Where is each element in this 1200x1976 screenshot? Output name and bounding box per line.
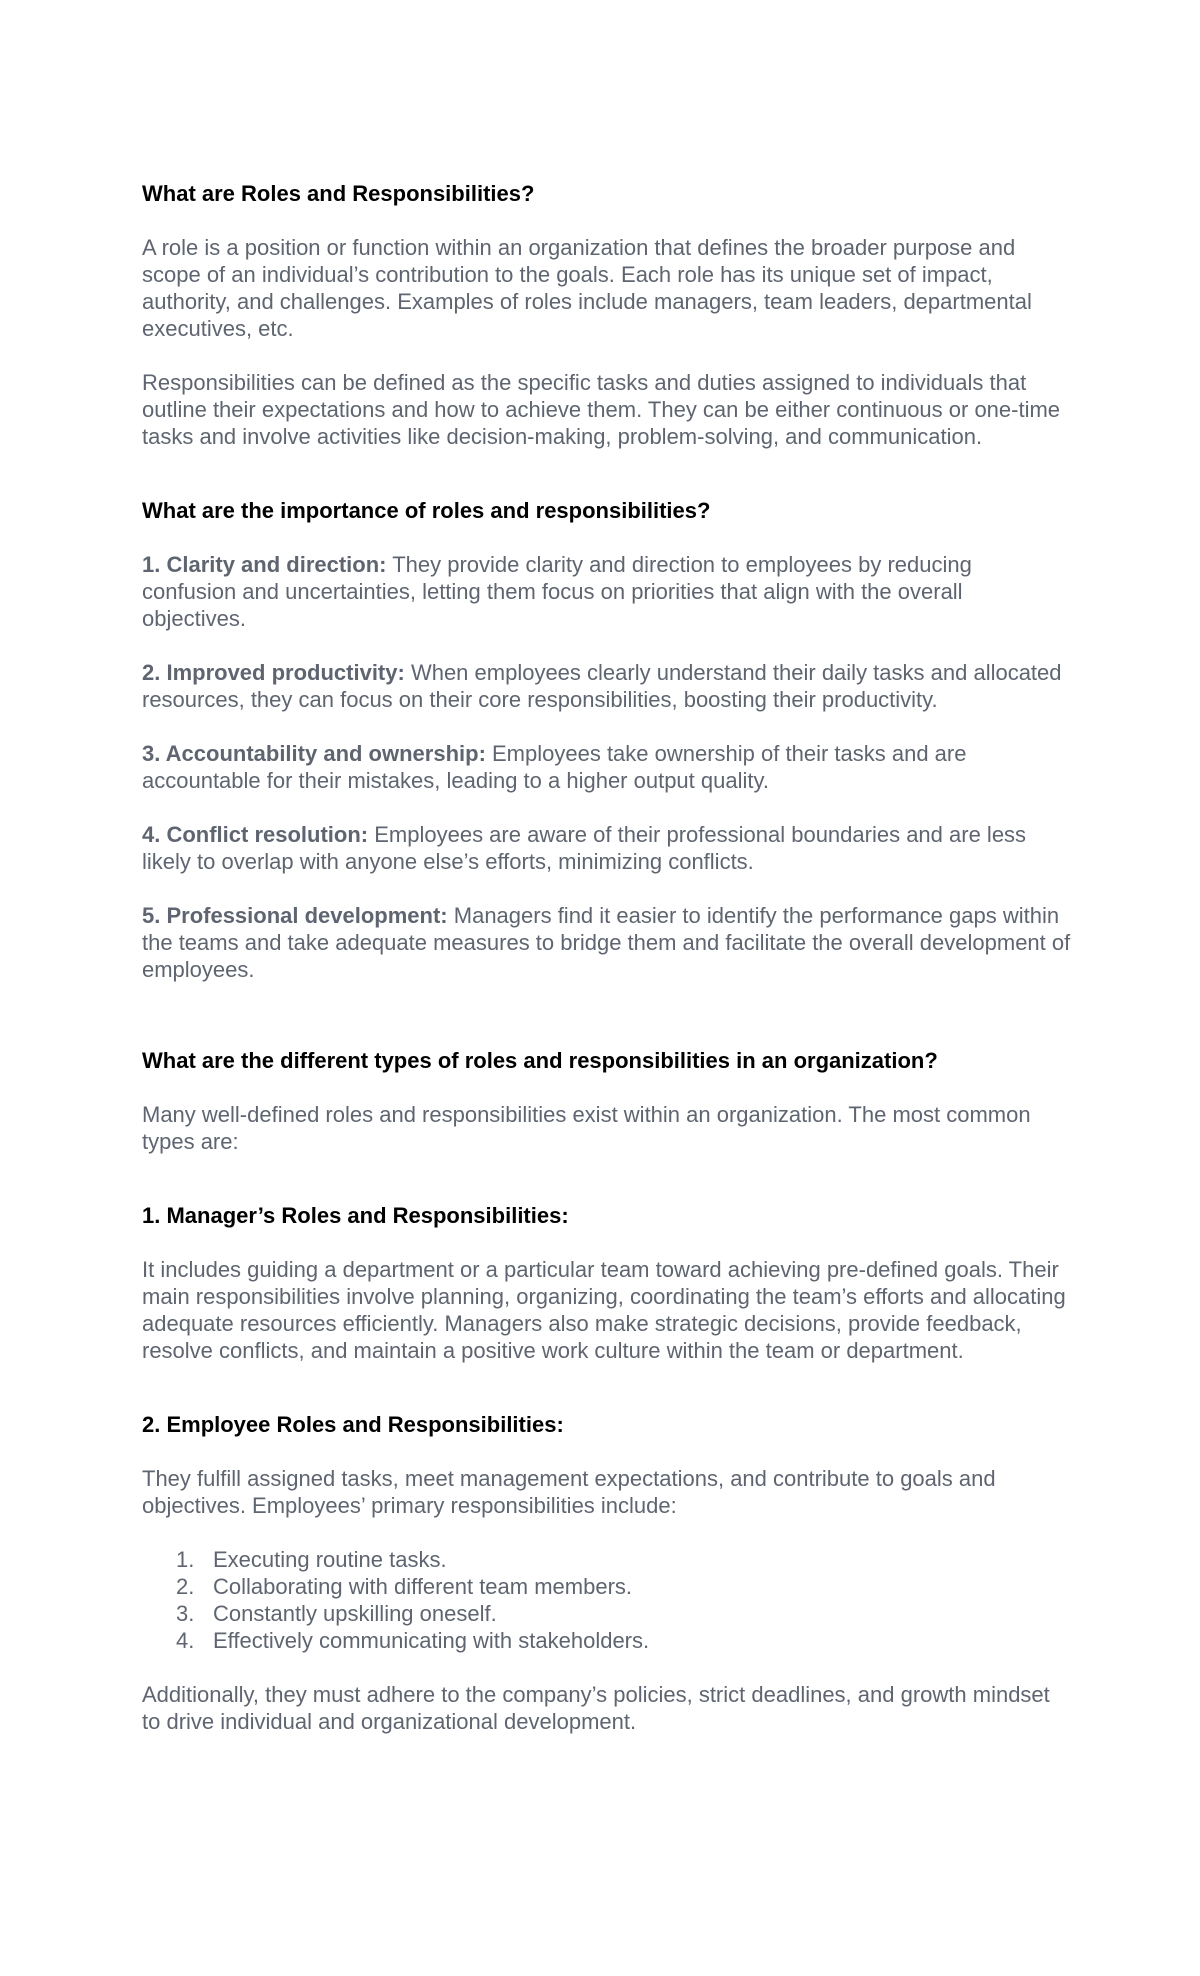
section-heading-roles: What are Roles and Responsibilities? bbox=[142, 181, 535, 206]
section-heading-manager: 1. Manager’s Roles and Responsibilities: bbox=[142, 1203, 569, 1228]
list-item bbox=[142, 1573, 1072, 1600]
importance-item-label: 4. Conflict resolution: bbox=[142, 822, 369, 847]
importance-item-text: Employees are aware of their professional boundaries and are less likely to overlap with anyone else’s efforts, minimizing conflicts. bbox=[142, 822, 1027, 874]
list-item-number: 1. bbox=[176, 1547, 195, 1572]
list-item bbox=[142, 1600, 1072, 1627]
importance-item-label: 5. Professional development: bbox=[142, 903, 448, 928]
list-item-text: Constantly upskilling oneself. bbox=[213, 1601, 497, 1626]
list-item bbox=[142, 1546, 1072, 1573]
section-heading-types: What are the different types of roles and responsibilities in an organization? bbox=[142, 1048, 938, 1073]
document-page bbox=[142, 180, 1072, 1735]
employee-paragraph: They fulfill assigned tasks, meet management expectations, and contribute to goals and objectives. Employees’ primary responsibilities include: bbox=[142, 1466, 996, 1518]
list-item-text: Executing routine tasks. bbox=[213, 1547, 447, 1572]
list-item-number: 2. bbox=[176, 1574, 195, 1599]
importance-item-label: 3. Accountability and ownership: bbox=[142, 741, 486, 766]
employee-closing-paragraph: Additionally, they must adhere to the company’s policies, strict deadlines, and growth mindset to drive individual and organizational development. bbox=[142, 1682, 1050, 1734]
importance-item bbox=[142, 902, 1072, 983]
importance-item bbox=[142, 740, 1072, 794]
types-intro-paragraph: Many well-defined roles and responsibilities exist within an organization. The most common types are: bbox=[142, 1102, 1031, 1154]
section-heading-employee: 2. Employee Roles and Responsibilities: bbox=[142, 1412, 564, 1437]
list-item bbox=[142, 1627, 1072, 1654]
importance-item-text: Employees take ownership of their tasks and are accountable for their mistakes, leading to a higher output quality. bbox=[142, 741, 967, 793]
importance-item bbox=[142, 821, 1072, 875]
importance-item-text: When employees clearly understand their daily tasks and allocated resources, they can focus on their core responsibilities, boosting their productivity. bbox=[142, 660, 1062, 712]
list-item-text: Collaborating with different team members. bbox=[213, 1574, 633, 1599]
list-item-number: 3. bbox=[176, 1601, 195, 1626]
importance-item-label: 1. Clarity and direction: bbox=[142, 552, 387, 577]
importance-item-text: Managers find it easier to identify the performance gaps within the teams and take adequate measures to bridge them and facilitate the overall development of employees. bbox=[142, 903, 1071, 982]
responsibilities-definition-paragraph: Responsibilities can be defined as the specific tasks and duties assigned to individuals that outline their expectations and how to achieve them. They can be either continuous or one-time tasks and involve activities like decision-making, problem-solving, and communication. bbox=[142, 370, 1061, 449]
list-item-number: 4. bbox=[176, 1628, 195, 1653]
importance-item bbox=[142, 551, 1072, 632]
employee-responsibilities-list bbox=[142, 1546, 1072, 1654]
list-item-text: Effectively communicating with stakeholders. bbox=[213, 1628, 650, 1653]
importance-item-label: 2. Improved productivity: bbox=[142, 660, 405, 685]
roles-definition-paragraph: A role is a position or function within an organization that defines the broader purpose and scope of an individual’s contribution to the goals. Each role has its unique set of impact, authority, and challenges. Examples of roles include managers, team leaders, departmental executives, etc. bbox=[142, 235, 1032, 341]
importance-item bbox=[142, 659, 1072, 713]
section-heading-importance: What are the importance of roles and responsibilities? bbox=[142, 498, 711, 523]
manager-paragraph: It includes guiding a department or a particular team toward achieving pre-defined goals. Their main responsibilities involve planning, organizing, coordinating the team’s efforts and allocating adequate resources efficiently. Managers also make strategic decisions, provide feedback, resolve conflicts, and maintain a positive work culture within the team or department. bbox=[142, 1257, 1066, 1363]
importance-item-text: They provide clarity and direction to employees by reducing confusion and uncertainties, letting them focus on priorities that align with the overall objectives. bbox=[142, 552, 972, 631]
